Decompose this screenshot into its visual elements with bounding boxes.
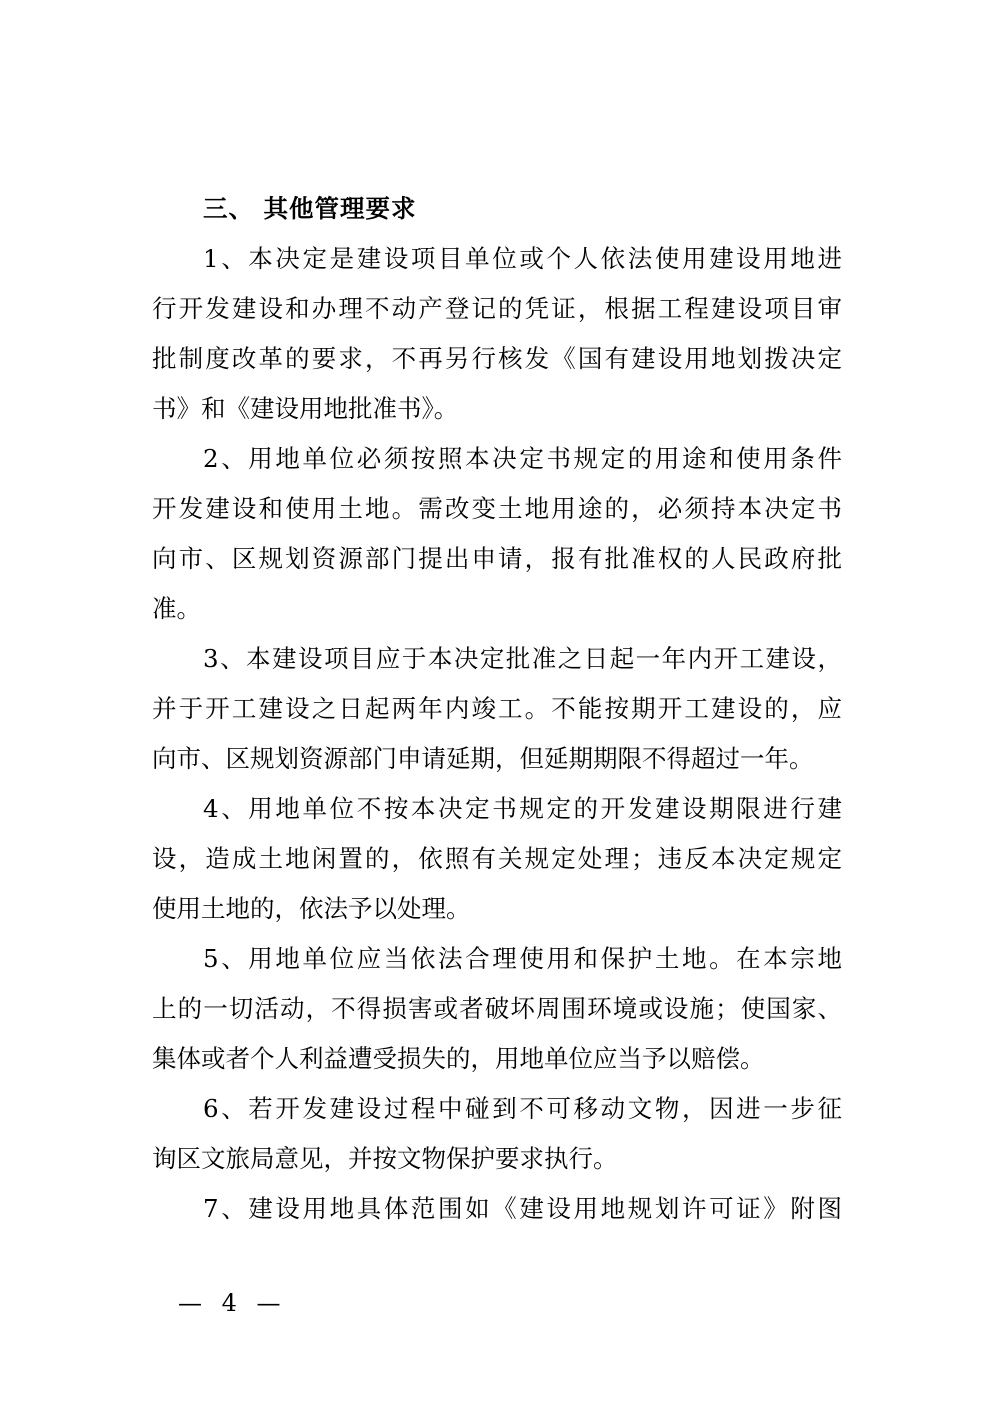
paragraph-2	[152, 434, 842, 634]
paragraph-line: 设，造成土地闲置的，依照有关规定处理；违反本决定规定	[152, 844, 842, 873]
paragraph-7	[152, 1184, 842, 1234]
paragraph-line: 7、建设用地具体范围如《建设用地规划许可证》附图	[203, 1194, 842, 1223]
paragraph-line: 4、用地单位不按本决定书规定的开发建设期限进行建	[203, 794, 842, 823]
paragraph-4	[152, 784, 842, 934]
paragraph-line: 准。	[152, 594, 201, 623]
page-number: — 4 —	[178, 1289, 287, 1317]
paragraph-line: 书》和《建设用地批准书》。	[152, 394, 459, 423]
paragraph-line: 向市、区规划资源部门申请延期，但延期期限不得超过一年。	[152, 744, 814, 773]
paragraph-line: 6、若开发建设过程中碰到不可移动文物，因进一步征	[203, 1094, 842, 1123]
paragraph-line: 批制度改革的要求，不再另行核发《国有建设用地划拨决定	[152, 344, 842, 373]
paragraph-line: 3、本建设项目应于本决定批准之日起一年内开工建设，	[203, 644, 842, 673]
paragraph-line: 使用土地的，依法予以处理。	[152, 894, 471, 923]
paragraph-line: 1、本决定是建设项目单位或个人依法使用建设用地进	[203, 244, 842, 273]
paragraph-line: 5、用地单位应当依法合理使用和保护土地。在本宗地	[203, 944, 842, 973]
paragraph-line: 开发建设和使用土地。需改变土地用途的，必须持本决定书	[152, 494, 842, 523]
paragraph-1	[152, 234, 842, 434]
paragraph-line: 集体或者个人利益遭受损失的，用地单位应当予以赔偿。	[152, 1044, 765, 1073]
paragraph-line: 上的一切活动，不得损害或者破坏周围环境或设施；使国家、	[152, 994, 842, 1023]
paragraph-line: 2、用地单位必须按照本决定书规定的用途和使用条件	[203, 444, 842, 473]
paragraph-3	[152, 634, 842, 784]
document-body	[152, 184, 842, 1234]
paragraph-line: 并于开工建设之日起两年内竣工。不能按期开工建设的，应	[152, 694, 842, 723]
paragraph-6	[152, 1084, 842, 1184]
section-heading: 三、 其他管理要求	[203, 194, 417, 223]
paragraph-line: 向市、区规划资源部门提出申请，报有批准权的人民政府批	[152, 544, 842, 573]
paragraph-5	[152, 934, 842, 1084]
paragraph-line: 询区文旅局意见，并按文物保护要求执行。	[152, 1144, 618, 1173]
paragraph-line: 行开发建设和办理不动产登记的凭证，根据工程建设项目审	[152, 294, 842, 323]
paragraph-list	[152, 234, 842, 1234]
